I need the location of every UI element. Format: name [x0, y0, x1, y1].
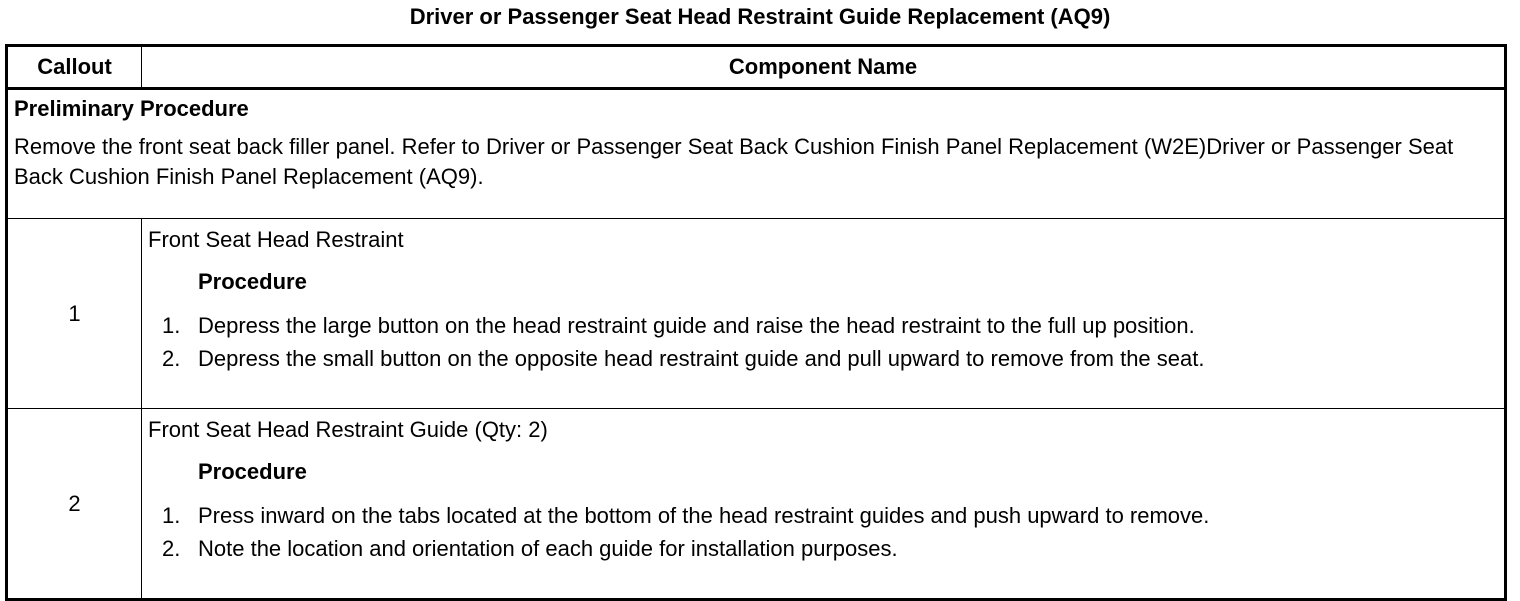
table-row: [7, 219, 1506, 409]
step-text: Depress the large button on the head restraint guide and raise the head restraint to the full up position.: [198, 313, 1195, 338]
preliminary-procedure-text: Remove the front seat back filler panel. Refer to Driver or Passenger Seat Back Cushion Finish Panel Replacement (W2E)Driver or Passenger Seat Back Cushion Finish Panel Replacement (AQ9).: [14, 134, 1454, 189]
component-name-column-header: Component Name: [142, 46, 1506, 89]
callout-number: 1: [7, 219, 142, 409]
procedure-table: [5, 44, 1507, 601]
list-item: [148, 309, 1498, 342]
step-number: 2.: [162, 536, 181, 561]
procedure-heading: Procedure: [198, 269, 307, 294]
document-title: Driver or Passenger Seat Head Restraint Guide Replacement (AQ9): [409, 4, 1111, 29]
preliminary-procedure-row: [7, 89, 1506, 219]
procedure-steps-list: [148, 309, 1498, 375]
component-cell: [142, 409, 1506, 600]
component-name: Front Seat Head Restraint: [148, 227, 404, 252]
preliminary-procedure-cell: [7, 89, 1506, 219]
component-cell: [142, 219, 1506, 409]
procedure-steps-list: [148, 499, 1498, 565]
callout-number: 2: [7, 409, 142, 600]
list-item: [148, 532, 1498, 565]
list-item: [148, 499, 1498, 532]
step-text: Note the location and orientation of each guide for installation purposes.: [198, 536, 898, 561]
callout-column-header: Callout: [7, 46, 142, 89]
table-row: [7, 409, 1506, 600]
step-number: 1.: [162, 313, 181, 338]
component-name: Front Seat Head Restraint Guide (Qty: 2): [148, 417, 548, 442]
list-item: [148, 342, 1498, 375]
table-header-row: [7, 46, 1506, 89]
step-number: 2.: [162, 346, 181, 371]
preliminary-procedure-heading: Preliminary Procedure: [14, 96, 249, 121]
procedure-heading: Procedure: [198, 459, 307, 484]
step-text: Depress the small button on the opposite head restraint guide and pull upward to remove from the seat.: [198, 346, 1205, 371]
step-number: 1.: [162, 503, 181, 528]
step-text: Press inward on the tabs located at the bottom of the head restraint guides and push upward to remove.: [198, 503, 1210, 528]
